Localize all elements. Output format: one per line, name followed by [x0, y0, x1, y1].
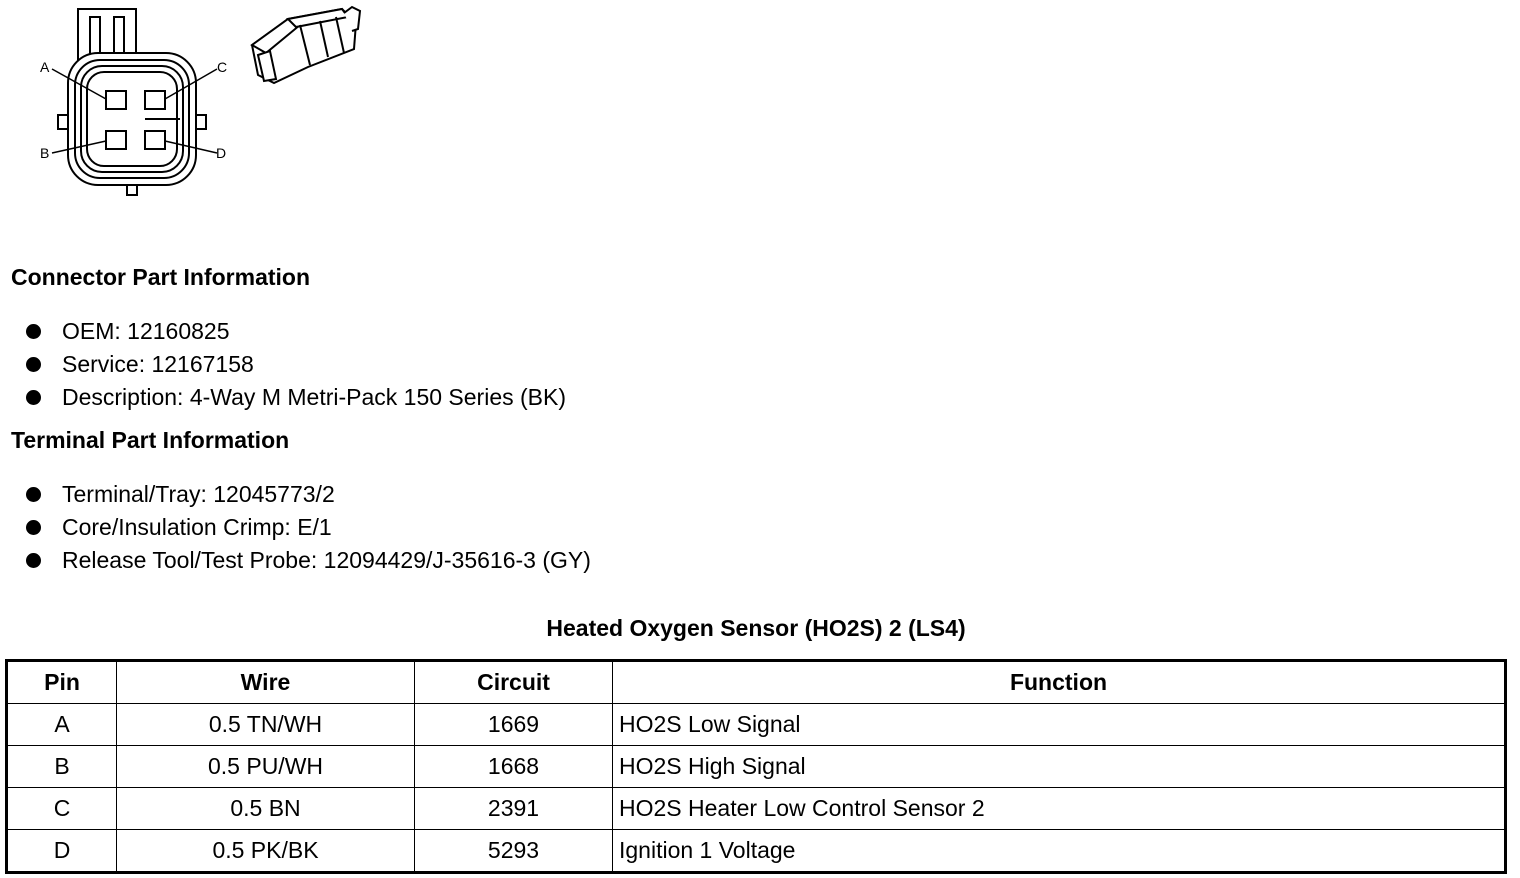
- cell-function: HO2S High Signal: [613, 746, 1506, 788]
- table-row: [7, 788, 1506, 830]
- cell-wire: 0.5 PU/WH: [117, 746, 415, 788]
- pin-label-d: D: [216, 145, 227, 161]
- cell-circuit: 1669: [415, 704, 613, 746]
- bullet-icon: [26, 390, 41, 405]
- cell-circuit: 2391: [415, 788, 613, 830]
- bullet-icon: [26, 520, 41, 535]
- cell-circuit: 1668: [415, 746, 613, 788]
- pin-label-c: C: [217, 59, 228, 75]
- list-item: [26, 315, 566, 348]
- pin-label-b: B: [40, 145, 50, 161]
- table-row: [7, 746, 1506, 788]
- table-row: [7, 830, 1506, 873]
- cell-pin: B: [7, 746, 117, 788]
- cell-wire: 0.5 TN/WH: [117, 704, 415, 746]
- pinout-table: [5, 659, 1507, 874]
- bullet-icon: [26, 553, 41, 568]
- cell-wire: 0.5 PK/BK: [117, 830, 415, 873]
- terminal-info-heading: Terminal Part Information: [11, 427, 290, 453]
- list-item-text: Core/Insulation Crimp: E/1: [62, 514, 332, 540]
- list-item-text: Description: 4-Way M Metri-Pack 150 Series (BK): [62, 384, 567, 410]
- cell-function: HO2S Heater Low Control Sensor 2: [613, 788, 1506, 830]
- list-item-text: OEM: 12160825: [62, 318, 230, 344]
- connector-diagram: [30, 5, 370, 205]
- list-item-text: Release Tool/Test Probe: 12094429/J-35616-3 (GY): [62, 547, 591, 573]
- list-item: [26, 381, 566, 414]
- cell-function: Ignition 1 Voltage: [613, 830, 1506, 873]
- bullet-icon: [26, 487, 41, 502]
- list-item-text: Service: 12167158: [62, 351, 254, 377]
- header-wire: Wire: [117, 661, 415, 704]
- table-row: [7, 704, 1506, 746]
- bullet-icon: [26, 324, 41, 339]
- table-title: Heated Oxygen Sensor (HO2S) 2 (LS4): [546, 615, 966, 641]
- connector-isometric-view: [252, 7, 360, 83]
- header-circuit: Circuit: [415, 661, 613, 704]
- terminal-info-list: [26, 478, 591, 577]
- list-item: [26, 478, 591, 511]
- list-item: [26, 544, 591, 577]
- list-item-text: Terminal/Tray: 12045773/2: [62, 481, 335, 507]
- cell-wire: 0.5 BN: [117, 788, 415, 830]
- header-pin: Pin: [7, 661, 117, 704]
- connector-info-heading: Connector Part Information: [11, 264, 311, 290]
- bullet-icon: [26, 357, 41, 372]
- cell-circuit: 5293: [415, 830, 613, 873]
- list-item: [26, 511, 591, 544]
- table-header-row: [7, 661, 1506, 704]
- pin-label-a: A: [40, 59, 50, 75]
- list-item: [26, 348, 566, 381]
- connector-info-list: [26, 315, 566, 414]
- cell-pin: C: [7, 788, 117, 830]
- cell-function: HO2S Low Signal: [613, 704, 1506, 746]
- header-function: Function: [613, 661, 1506, 704]
- cell-pin: A: [7, 704, 117, 746]
- cell-pin: D: [7, 830, 117, 873]
